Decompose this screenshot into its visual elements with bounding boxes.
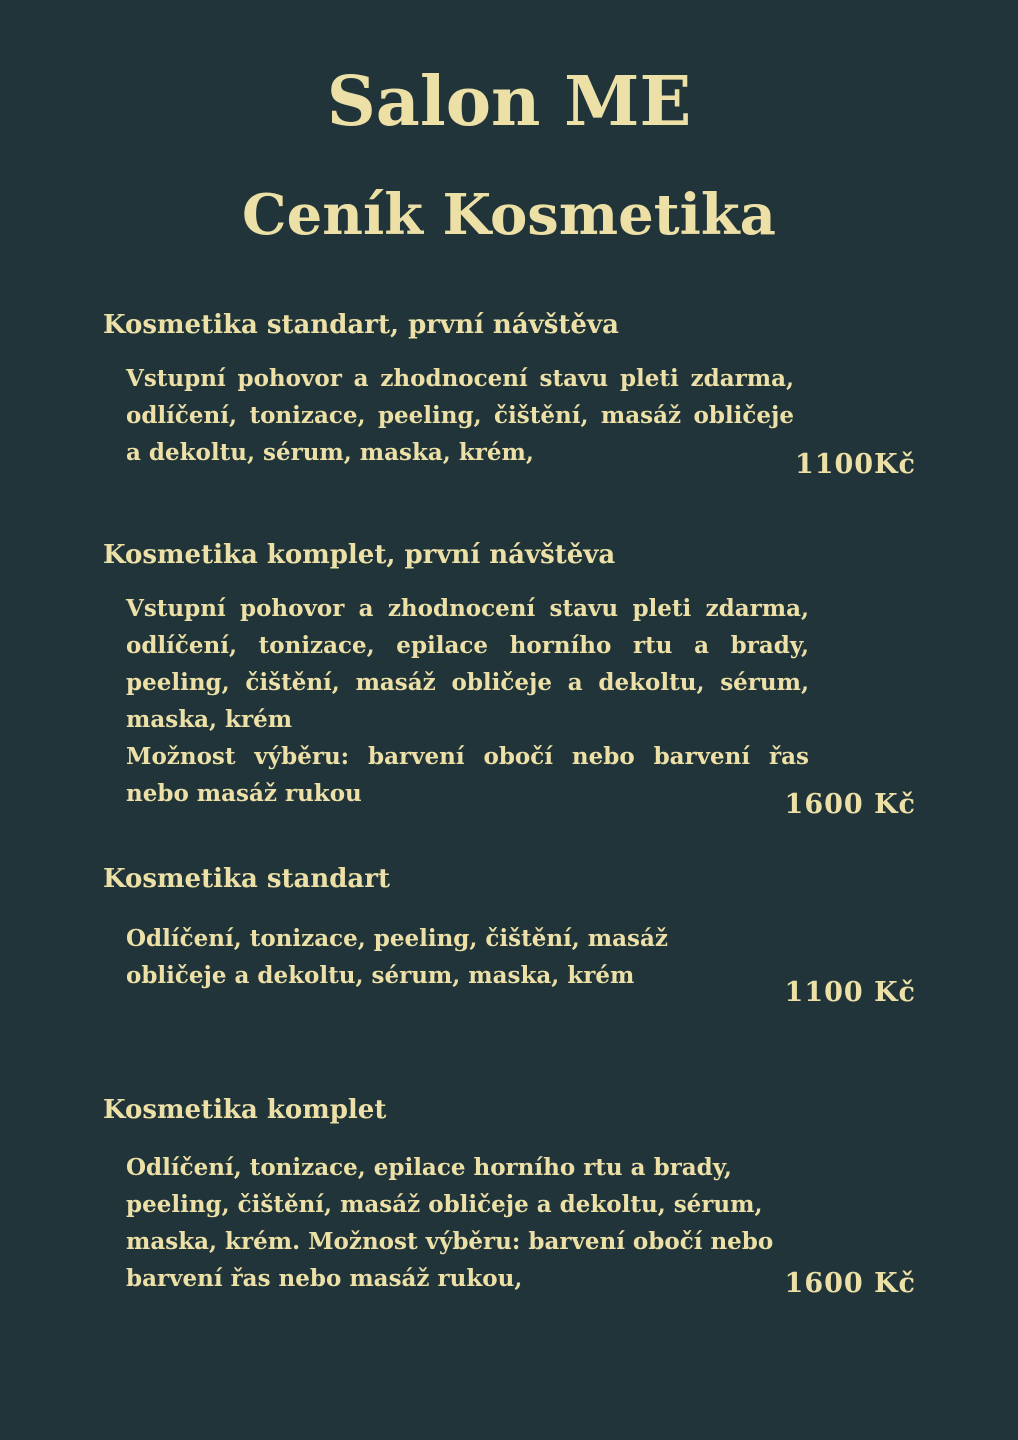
service-price: 1100Kč: [794, 449, 916, 480]
service-item: [0, 1093, 1018, 1313]
service-name: Kosmetika komplet: [103, 1095, 387, 1125]
service-name: Kosmetika standart: [103, 864, 390, 894]
service-item: [0, 862, 1018, 1022]
service-description: Odlíčení, tonizace, peeling, čištění, masáž obličeje a dekoltu, sérum, maska, krém: [126, 925, 668, 989]
pricelist-title: Ceník Kosmetika: [242, 182, 776, 248]
service-option: Možnost výběru: barvení obočí nebo barvení řas nebo masáž rukou: [126, 743, 809, 807]
service-price: 1600 Kč: [784, 1268, 916, 1299]
service-description: Odlíčení, tonizace, epilace horního rtu a brady, peeling, čištění, masáž obličeje a dekoltu, sérum, maska, krém. Možnost výběru: barvení obočí nebo barvení řas nebo masáž rukou,: [126, 1154, 774, 1292]
service-name: Kosmetika komplet, první návštěva: [103, 540, 616, 570]
service-price: 1100 Kč: [784, 977, 916, 1008]
service-price: 1600 Kč: [784, 789, 916, 820]
service-description: Vstupní pohovor a zhodnocení stavu pleti zdarma, odlíčení, tonizace, epilace horního rtu a brady, peeling, čištění, masáž obličeje a dekoltu, sérum, maska, krém: [126, 595, 809, 733]
service-description: Vstupní pohovor a zhodnocení stavu pleti zdarma, odlíčení, tonizace, peeling, čištění, masáž obličeje a dekoltu, sérum, maska, krém,: [126, 365, 794, 466]
service-name: Kosmetika standart, první návštěva: [103, 310, 619, 340]
service-item: [0, 308, 1018, 488]
salon-name: Salon ME: [326, 62, 692, 142]
service-item: [0, 538, 1018, 828]
